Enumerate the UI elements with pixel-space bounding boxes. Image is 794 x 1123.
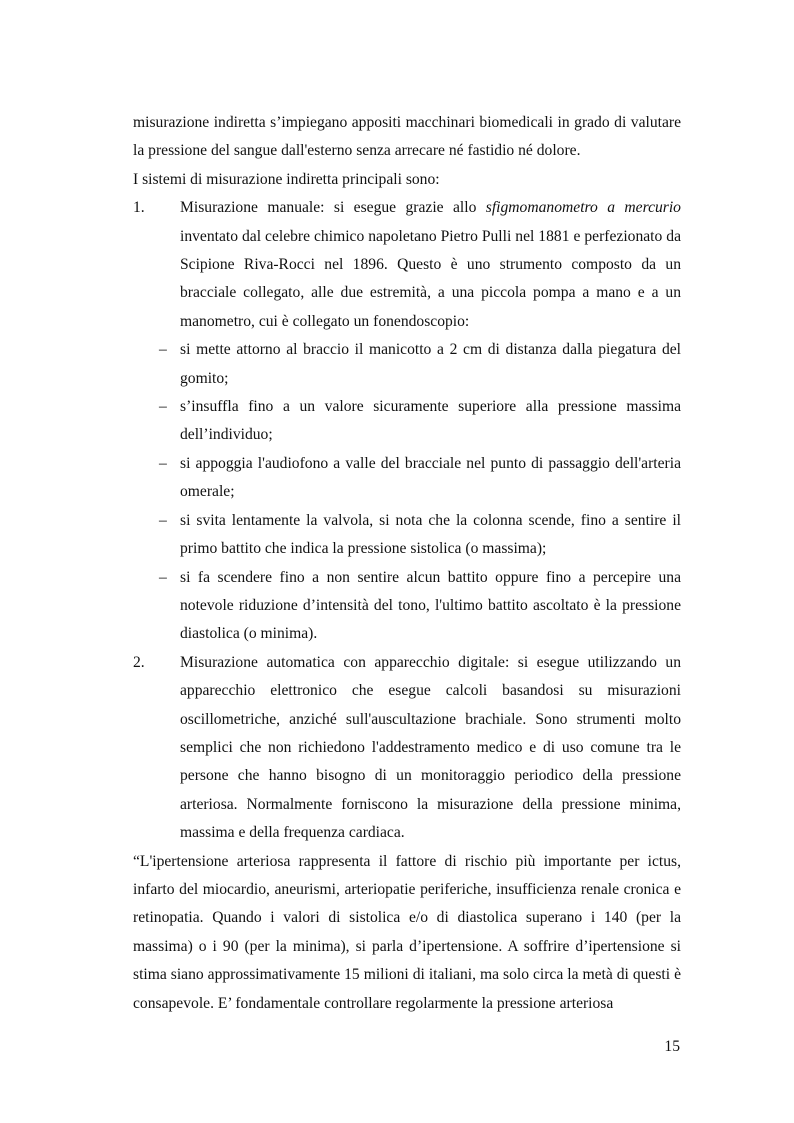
page-number: 15: [664, 1038, 680, 1055]
dash-bullet: –: [159, 398, 167, 416]
dash-bullet: –: [159, 341, 167, 359]
list-item-text: Misurazione automatica con apparecchio digitale: si esegue utilizzando un apparecchio elettronico che esegue calcoli basandosi su misurazioni oscillometriche, anziché sull'auscultazione brachiale. Sono strumenti molto semplici che non richiedono l'addestramento medico e di uso comune tra le persone che hanno bisogno di un monitoraggio periodico della pressione arteriosa. Normalmente forniscono la misurazione della pressione minima, massima e della frequenza cardiaca.: [180, 653, 681, 842]
sub-list-item: [133, 393, 681, 450]
list-item-manual: [133, 194, 681, 336]
sub-list-item: [133, 450, 681, 507]
list-item-automatic: [133, 649, 681, 848]
dash-bullet: –: [159, 568, 167, 586]
list-item-text: inventato dal celebre chimico napoletano Pietro Pulli nel 1881 e perfezionato da Scipione Riva-Rocci nel 1896. Questo è uno strumento composto da un bracciale collegato, alle due estremità, a una piccola pompa a mano e a un manometro, cui è collegato un fonendoscopio:: [180, 227, 681, 330]
sub-list-text: si mette attorno al braccio il manicotto a 2 cm di distanza dalla piegatura del gomito;: [180, 341, 681, 387]
list-number: 2.: [133, 653, 145, 671]
sub-list-text: s’insuffla fino a un valore sicuramente superiore alla pressione massima dell’individuo;: [180, 398, 681, 444]
sub-list-item: [133, 507, 681, 564]
emphasis-term: sfigmomanometro a mercurio: [485, 199, 681, 217]
intro-paragraph: misurazione indiretta s’impiegano appositi macchinari biomedicali in grado di valutare la pressione del sangue dall'esterno senza arrecare né fastidio né dolore.: [133, 114, 681, 160]
sub-list-text: si appoggia l'audiofono a valle del bracciale nel punto di passaggio dell'arteria omerale;: [180, 454, 681, 501]
list-item-text: Misurazione manuale: si esegue grazie allo: [180, 199, 486, 217]
sub-list-text: si svita lentamente la valvola, si nota che la colonna scende, fino a sentire il primo battito che indica la pressione sistolica (o massima);: [180, 511, 681, 558]
list-number: 1.: [133, 199, 145, 217]
dash-bullet: –: [159, 454, 167, 472]
closing-quote-paragraph: “L'ipertensione arteriosa rappresenta il fattore di rischio più importante per ictus, infarto del miocardio, aneurismi, arteriopatie periferiche, insufficienza renale cronica e retinopatia. Quando i valori di sistolica e/o di diastolica superano i 140 (per la massima) o i 90 (per la minima), si parla d’ipertensione. A soffrire d’ipertensione si stima siano approssimativamente 15 milioni di italiani, ma solo circa la metà di questi è consapevole. E’ fondamentale controllare regolarmente la pressione arteriosa: [133, 852, 681, 1012]
sub-list-item: [133, 564, 681, 649]
sub-list: [133, 336, 681, 648]
dash-bullet: –: [159, 511, 167, 529]
sub-list-item: [133, 336, 681, 393]
sub-list-text: si fa scendere fino a non sentire alcun battito oppure fino a percepire una notevole riduzione d’intensità del tono, l'ultimo battito ascoltato è la pressione diastolica (o minima).: [180, 568, 681, 643]
page-body: [133, 109, 681, 1018]
intro-list-lead: I sistemi di misurazione indiretta principali sono:: [133, 170, 440, 188]
